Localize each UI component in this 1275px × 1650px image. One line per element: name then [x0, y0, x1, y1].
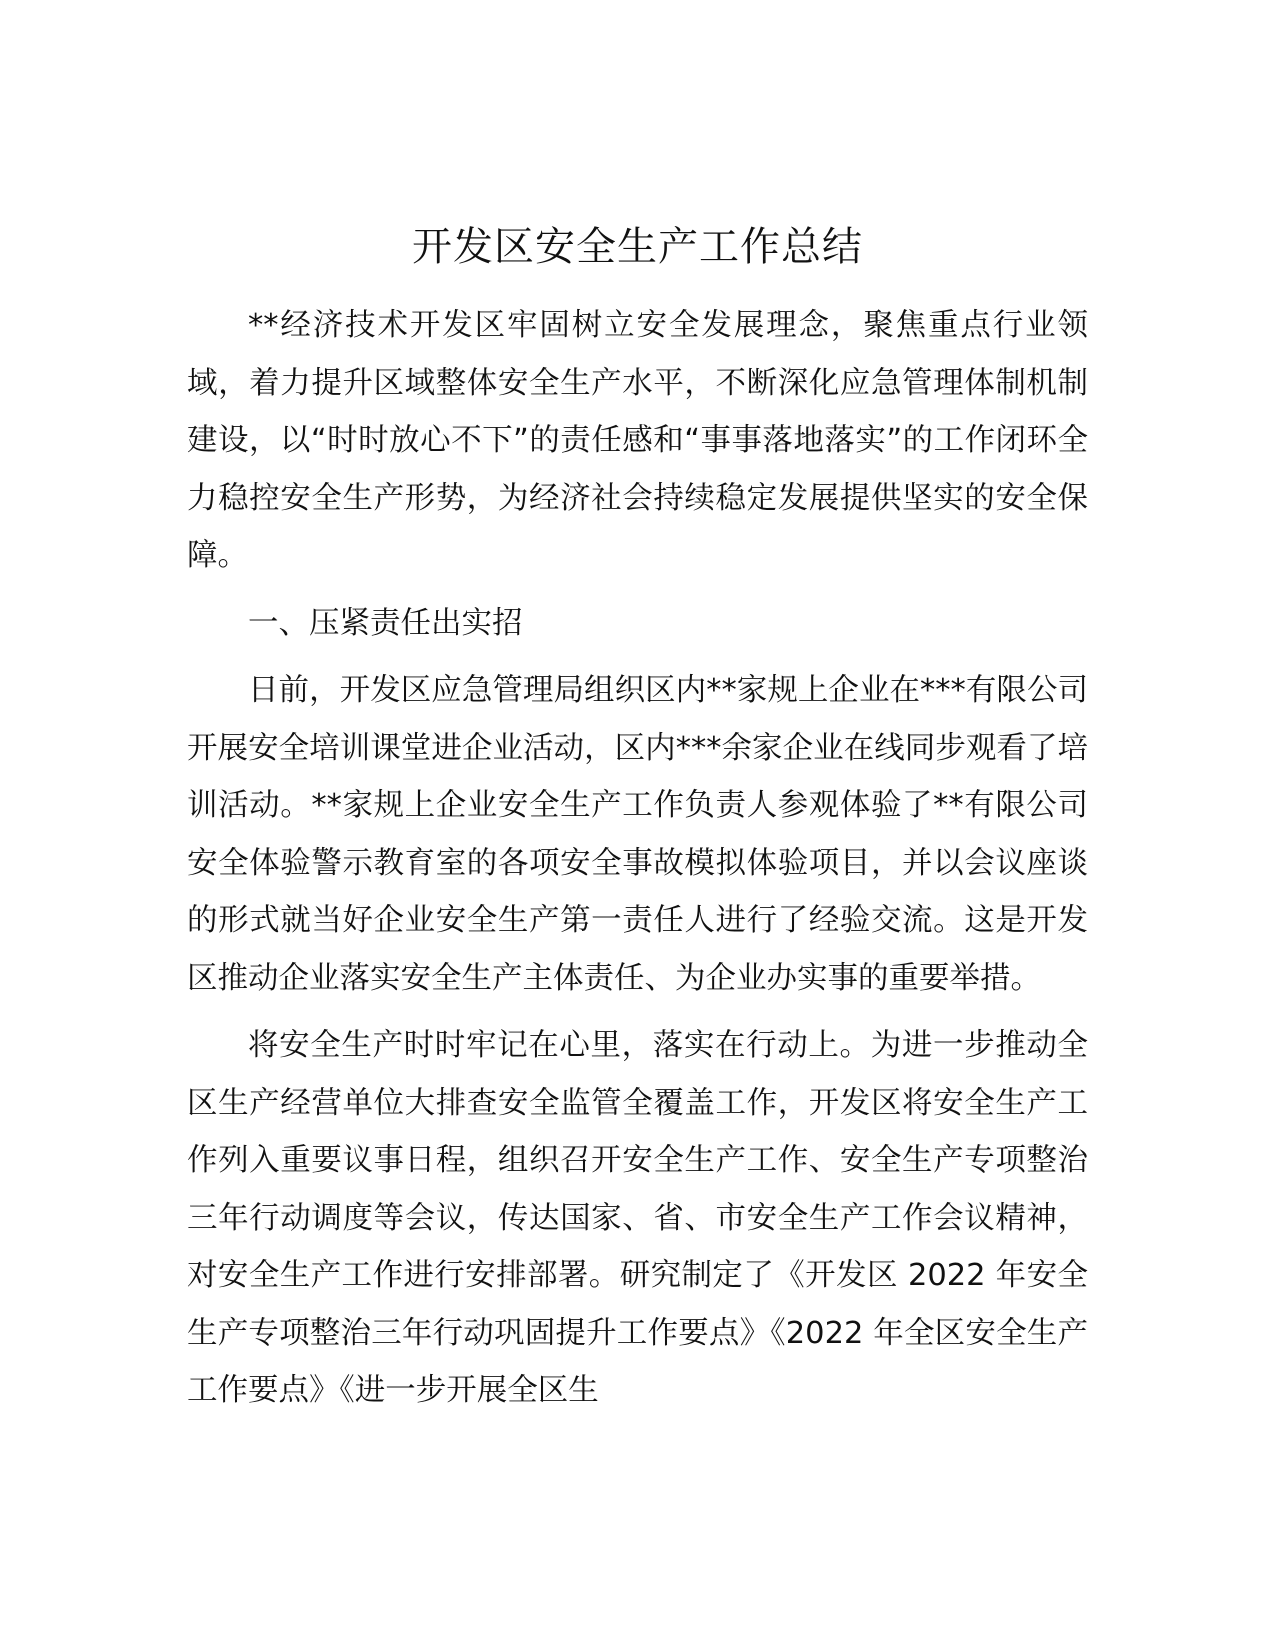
paragraph-training: 日前，开发区应急管理局组织区内**家规上企业在***有限公司开展安全培训课堂进企业活动，区内***余家企业在线同步观看了培训活动。**家规上企业安全生产工作负责人参观体验了**有限公司安全体验警示教育室的各项安全事故模拟体验项目，并以会议座谈的形式就当好企业安全生产第一责任人进行了经验交流。这是开发区推动企业落实安全生产主体责任、为企业办实事的重要举措。 — [187, 673, 1088, 996]
document-title: 开发区安全生产工作总结 — [412, 224, 863, 270]
paragraph-safety-work: 将安全生产时时牢记在心里，落实在行动上。为进一步推动全区生产经营单位大排查安全监管全覆盖工作，开发区将安全生产工作列入重要议事日程，组织召开安全生产工作、安全生产专项整治三年行动调度等会议，传达国家、省、市安全生产工作会议精神，对安全生产工作进行安排部署。研究制定了《开发区 2022 年安全生产专项整治三年行动巩固提升工作要点》《2022 年全区安全生产工作要点》《进一步开展全区生 — [187, 1028, 1088, 1408]
document-body — [187, 297, 1088, 1430]
paragraph-intro: **经济技术开发区牢固树立安全发展理念，聚焦重点行业领域，着力提升区域整体安全生产水平，不断深化应急管理体制机制建设，以“时时放心不下”的责任感和“事事落地落实”的工作闭环全力稳控安全生产形势，为经济社会持续稳定发展提供坚实的安全保障。 — [187, 308, 1088, 573]
section-heading-1: 一、压紧责任出实招 — [248, 605, 523, 641]
